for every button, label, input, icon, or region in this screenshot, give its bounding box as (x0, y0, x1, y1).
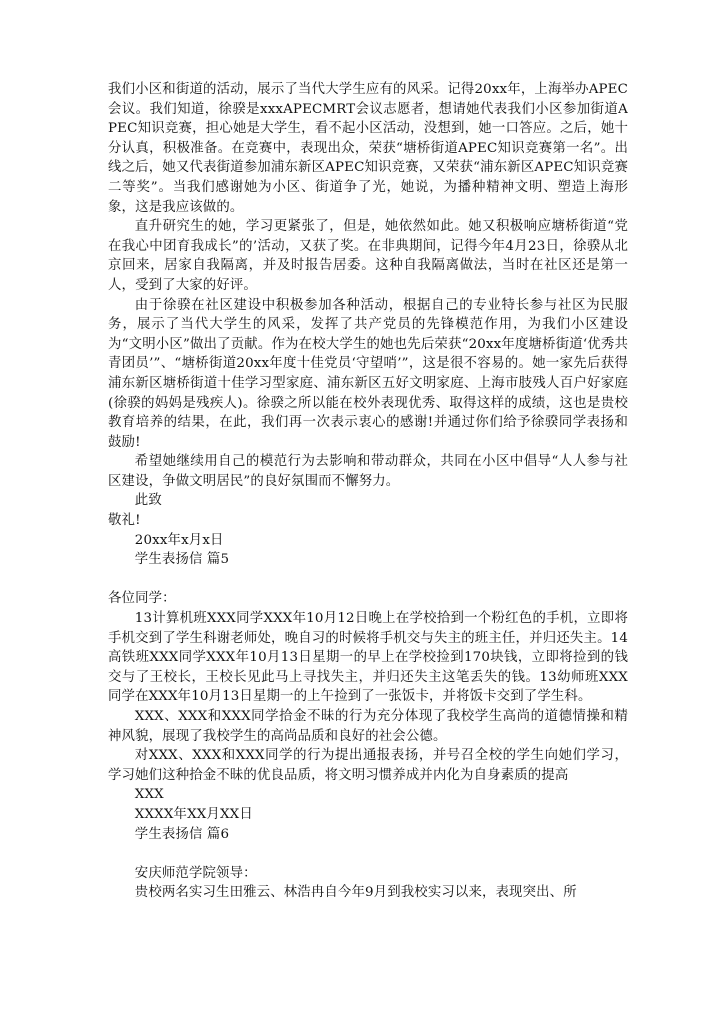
letter4-paragraph-2: 直升研究生的她，学习更紧张了，但是，她依然如此。她又积极响应塘桥街道“党在我心中团育我成长”的’活动，又获了奖。在非典期间，记得今年4月23日，徐骙从北京回来，居家自我隔离，并及时报告居委。这种自我隔离做法，当时在社区还是第一人，受到了大家的好评。 (108, 219, 628, 293)
letter5-title: 学生表扬信 篇5 (134, 552, 230, 568)
letter4-date: 20xx年x月x日 (134, 532, 224, 548)
letter5-paragraph-1: 13计算机班XXX同学XXX年10月12日晚上在学校拾到一个粉红色的手机，立即将手机交到了学生科谢老师处，晚自习的时候将手机交与失主的班主任，并归还失主。14高铁班XXX同学XXX年10月13日星期一的早上在学校捡到170块钱，立即将捡到的钱交与了王校长，王校长见此马上寻找失主，并归还失主这笔丢失的钱。13幼师班XXX同学在XXX年10月13日星期一的上午捡到了一张饭卡，并将饭卡交到了学生科。 (108, 611, 628, 705)
letter4-paragraph-1: 我们小区和街道的活动，展示了当代大学生应有的风采。记得20xx年，上海举办APEC会议。我们知道，徐骙是xxxAPECMRT会议志愿者，想请她代表我们小区参加街道APEC知识竞赛，担心她是大学生，看不起小区活动，没想到，她一口答应。之后，她十分认真，积极准备。在竞赛中，表现出众，荣获“塘桥街道APEC知识竞赛第一名”。出线之后，她又代表街道参加浦东新区APEC知识竞赛，又荣获“浦东新区APEC知识竞赛二等奖”。当我们感谢她为小区、街道争了光，她说，为播种精神文明、塑造上海形象，这是我应该做的。 (108, 82, 628, 215)
letter6-paragraph-1: 贵校两名实习生田雅云、林浩冉自今年9月到我校实习以来，表现突出、所 (134, 885, 577, 901)
letter5-paragraph-3: 对XXX、XXX和XXX同学的行为提出通报表扬，并号召全校的学生向她们学习，学习她们这种拾金不昧的优良品质，将文明习惯养成并内化为自身素质的提高 (108, 748, 628, 783)
letter5-greeting: 各位同学： (108, 591, 176, 607)
letter5-date: XXXX年XX月XX日 (134, 806, 253, 822)
spacer (108, 570, 628, 590)
letter4-closing-1: 此致 (134, 493, 162, 509)
letter4-paragraph-3: 由于徐骙在社区建设中积极参加各种活动，根据自己的专业特长参与社区为民服务，展示了当代大学生的风采，发挥了共产党员的先锋模范作用，为我们小区建设为“文明小区”做出了贡献。作为在校大学生的她也先后荣获“20xx年度塘桥街道‘优秀共青团员’”、“塘桥街道20xx年度十佳党员‘守望哨’”，这是很不容易的。她一家先后获得浦东新区塘桥街道十佳学习型家庭、浦东新区五好文明家庭、上海市肢残人百户好家庭(徐骙的妈妈是残疾人)。徐骙之所以能在校外表现优秀、取得这样的成绩，这也是贵校教育培养的结果，在此，我们再一次表示衷心的感谢!并通过你们给予徐骙同学表扬和鼓励! (108, 297, 628, 450)
document-page (108, 80, 628, 903)
letter5-signature: XXX (134, 787, 164, 803)
letter4-paragraph-4: 希望她继续用自己的模范行为去影响和带动群众，共同在小区中倡导“人人参与社区建设，争做文明居民”的良好氛围而不懈努力。 (108, 454, 628, 489)
letter4-closing-2: 敬礼! (108, 513, 141, 529)
letter5-paragraph-2: XXX、XXX和XXX同学拾金不昧的行为充分体现了我校学生高尚的道德情操和精神风貌，展现了我校学生的高尚品质和良好的社会公德。 (108, 709, 628, 744)
spacer (108, 844, 628, 864)
letter6-title: 学生表扬信 篇6 (134, 826, 230, 842)
letter6-greeting: 安庆师范学院领导： (134, 865, 257, 881)
